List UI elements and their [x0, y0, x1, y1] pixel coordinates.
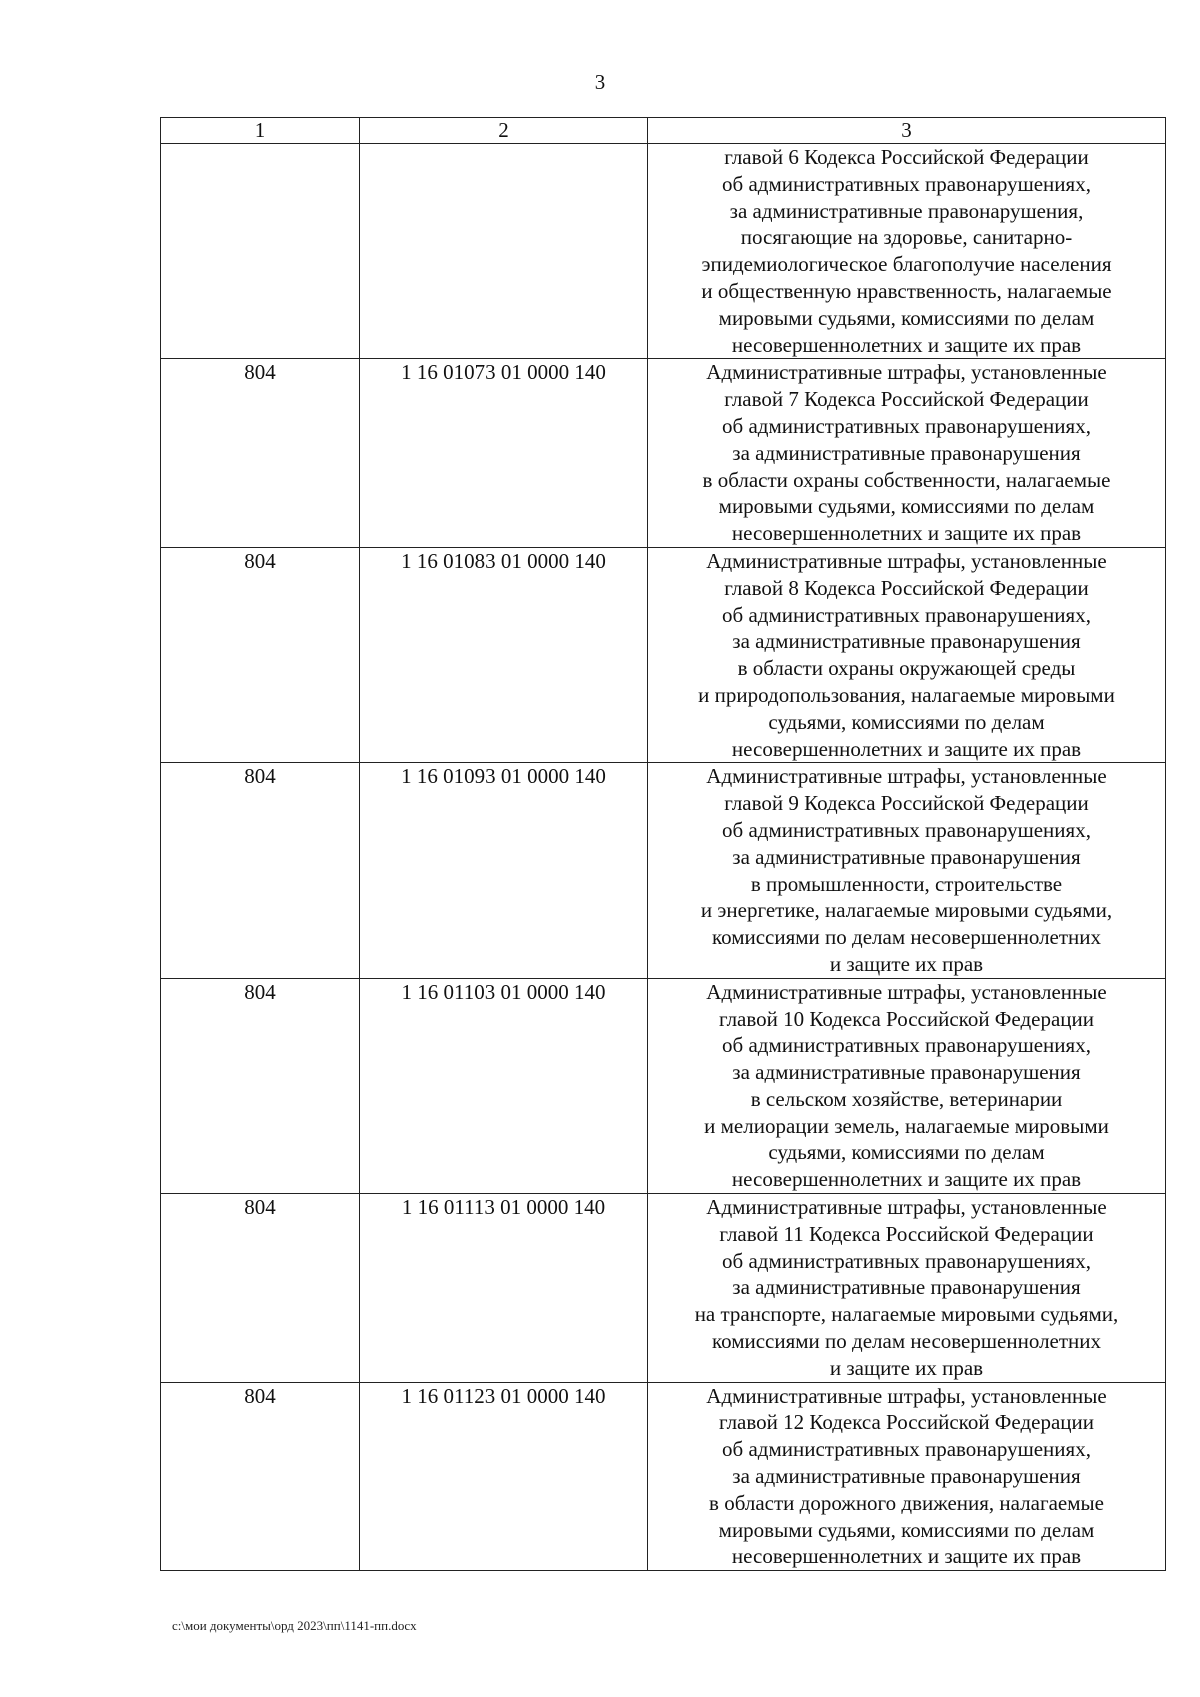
description-line: в области охраны окружающей среды [737, 656, 1076, 681]
budget-code-cell: 1 16 01093 01 0000 140 [360, 763, 648, 978]
column-header-1: 1 [161, 118, 360, 144]
table-row [161, 547, 1166, 762]
budget-code-cell: 1 16 01123 01 0000 140 [360, 1382, 648, 1571]
budget-code-cell: 1 16 01103 01 0000 140 [360, 978, 648, 1193]
description-cell [648, 978, 1166, 1193]
description-line: в области охраны собственности, налагаемые [702, 467, 1111, 492]
description-line: главой 6 Кодекса Российской Федерации [724, 145, 1089, 169]
description-line: и защите их прав [829, 951, 984, 976]
budget-code-cell: 1 16 01083 01 0000 140 [360, 547, 648, 762]
column-header-2: 2 [360, 118, 648, 144]
description-line: об административных правонарушениях, [722, 602, 1091, 627]
table-body [161, 144, 1166, 1571]
page-number: 3 [594, 70, 606, 94]
admin-code-cell [161, 144, 360, 359]
description-cell [648, 1382, 1166, 1571]
column-header-3: 3 [648, 118, 1166, 144]
table-row [161, 1194, 1166, 1383]
table-row [161, 1382, 1166, 1571]
description-line: комиссиями по делам несовершеннолетних [711, 1329, 1102, 1354]
description-line: главой 7 Кодекса Российской Федерации [724, 387, 1089, 412]
description-line: главой 11 Кодекса Российской Федерации [719, 1221, 1094, 1246]
description-line: несовершеннолетних и защите их прав [731, 1167, 1082, 1192]
table-row [161, 978, 1166, 1193]
description-line: Административные штрафы, установленные [706, 1195, 1107, 1220]
description-line: Административные штрафы, установленные [706, 1383, 1107, 1408]
description-line: в промышленности, строительстве [750, 871, 1063, 896]
admin-code-cell: 804 [161, 359, 360, 548]
description-line: и защите их прав [829, 1355, 984, 1380]
description-line: за административные правонарушения [732, 1464, 1081, 1489]
table-row [161, 144, 1166, 359]
description-line: в области дорожного движения, налагаемые [709, 1490, 1104, 1515]
admin-code-cell: 804 [161, 1194, 360, 1383]
description-line: на транспорте, налагаемые мировыми судьями, [694, 1302, 1119, 1327]
description-line: за административные правонарушения [732, 629, 1081, 654]
table-row [161, 763, 1166, 978]
description-line: об административных правонарушениях, [722, 817, 1091, 842]
admin-code-cell: 804 [161, 763, 360, 978]
description-line: и природопользования, налагаемые мировыми [698, 682, 1115, 707]
description-line: посягающие на здоровье, санитарно- [740, 225, 1073, 250]
admin-code-cell: 804 [161, 547, 360, 762]
admin-code-cell: 804 [161, 1382, 360, 1571]
description-line: мировыми судьями, комиссиями по делам [718, 305, 1095, 330]
description-cell [648, 359, 1166, 548]
description-cell [648, 144, 1166, 359]
description-line: и общественную нравственность, налагаемые [701, 278, 1112, 303]
description-line: за административные правонарушения [732, 440, 1081, 465]
description-line: несовершеннолетних и защите их прав [731, 1544, 1082, 1569]
description-line: несовершеннолетних и защите их прав [731, 521, 1082, 546]
description-line: главой 8 Кодекса Российской Федерации [724, 575, 1089, 600]
description-cell [648, 1194, 1166, 1383]
description-line: главой 10 Кодекса Российской Федерации [719, 1006, 1094, 1031]
description-line: комиссиями по делам несовершеннолетних [711, 925, 1102, 950]
table-header-row [161, 118, 1166, 144]
description-cell [648, 763, 1166, 978]
description-line: и энергетике, налагаемые мировыми судьями, [700, 898, 1113, 923]
description-line: мировыми судьями, комиссиями по делам [718, 1517, 1095, 1542]
description-line: главой 12 Кодекса Российской Федерации [719, 1410, 1094, 1435]
description-line: Административные штрафы, установленные [706, 764, 1107, 789]
description-line: за административные правонарушения [732, 844, 1081, 869]
description-line: несовершеннолетних и защите их прав [731, 332, 1082, 357]
budget-code-cell: 1 16 01073 01 0000 140 [360, 359, 648, 548]
description-line: Административные штрафы, установленные [706, 548, 1107, 573]
description-line: об административных правонарушениях, [722, 1437, 1091, 1462]
table-row [161, 359, 1166, 548]
description-line: эпидемиологическое благополучие населения [701, 252, 1112, 277]
description-line: об административных правонарушениях, [722, 1033, 1091, 1058]
description-line: в сельском хозяйстве, ветеринарии [750, 1086, 1063, 1111]
description-line: об административных правонарушениях, [722, 1248, 1091, 1273]
budget-table [160, 117, 1166, 1571]
budget-code-cell [360, 144, 648, 359]
description-line: об административных правонарушениях, [722, 171, 1091, 196]
budget-code-cell: 1 16 01113 01 0000 140 [360, 1194, 648, 1383]
description-line: за административные правонарушения, [729, 198, 1084, 223]
description-line: об административных правонарушениях, [722, 413, 1091, 438]
description-line: судьями, комиссиями по делам [768, 1140, 1045, 1165]
description-line: Административные штрафы, установленные [706, 360, 1107, 385]
admin-code-cell: 804 [161, 978, 360, 1193]
description-line: Административные штрафы, установленные [706, 979, 1107, 1004]
footer-file-path: c:\мои документы\орд 2023\пп\1141-пп.docx [172, 1618, 417, 1633]
description-line: мировыми судьями, комиссиями по делам [718, 494, 1095, 519]
description-line: главой 9 Кодекса Российской Федерации [724, 791, 1089, 816]
description-line: за административные правонарушения [732, 1275, 1081, 1300]
description-line: судьями, комиссиями по делам [768, 709, 1045, 734]
description-line: за административные правонарушения [732, 1060, 1081, 1085]
description-line: несовершеннолетних и защите их прав [731, 736, 1082, 761]
description-cell [648, 547, 1166, 762]
description-line: и мелиорации земель, налагаемые мировыми [704, 1113, 1109, 1138]
